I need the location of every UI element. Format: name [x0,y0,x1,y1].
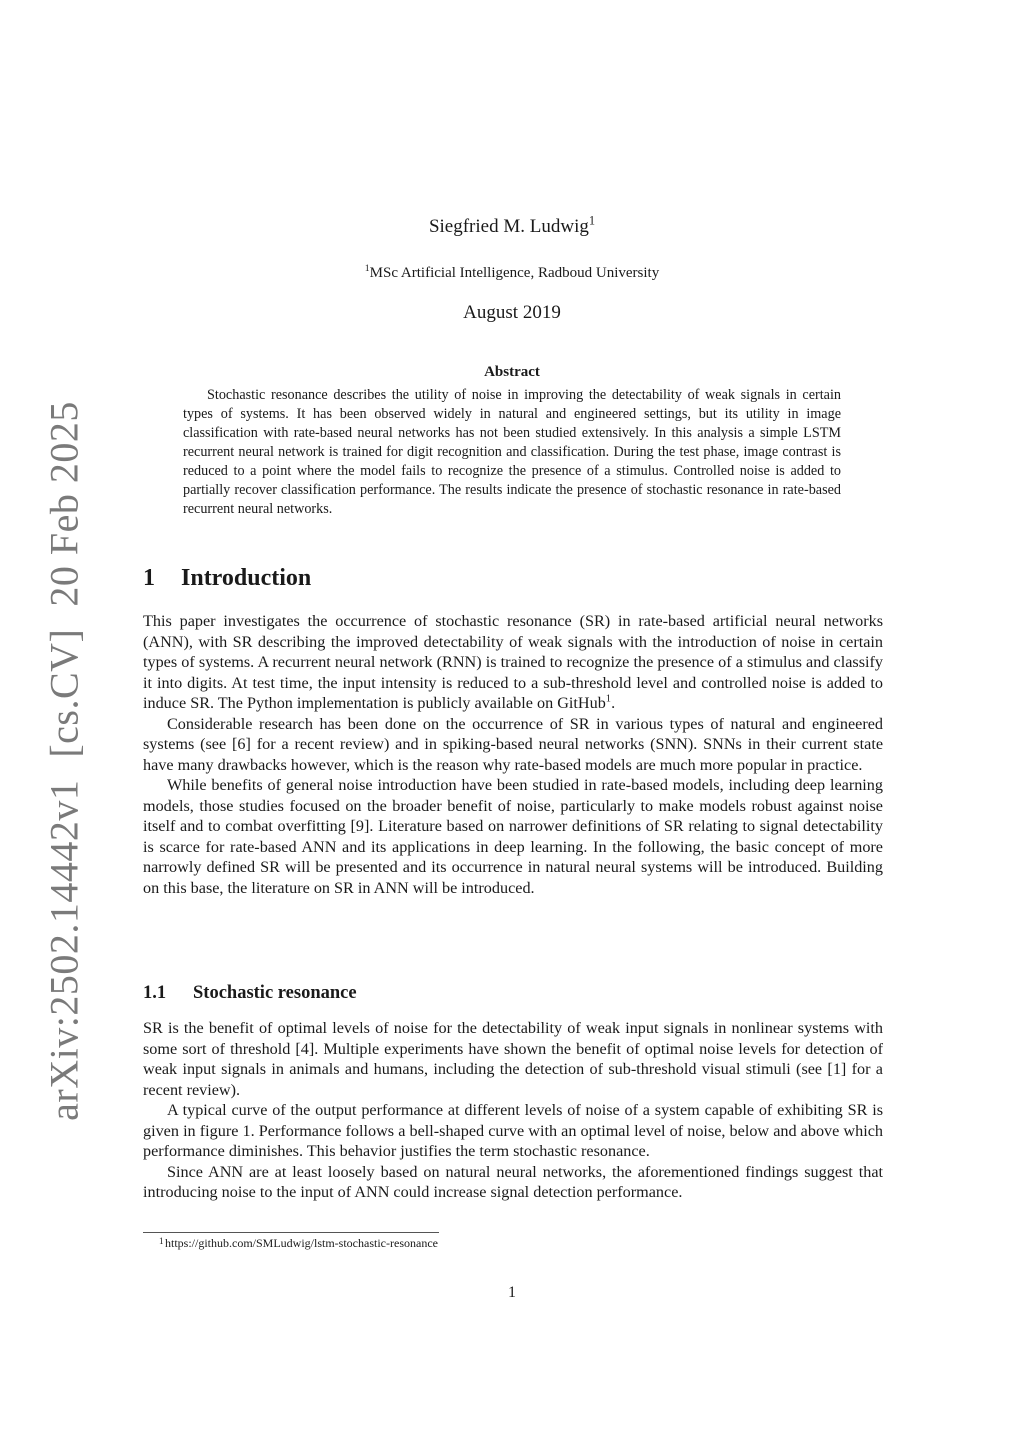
page-number: 1 [508,1284,516,1301]
arxiv-date: 20 Feb 2025 [41,401,87,607]
abstract-text: Stochastic resonance describes the utility of noise in improving the detectability of weak signals in certain types of systems. It has been observed widely in natural and engineered settings, but its utility in image classification with rate-based neural networks has not been studied extensively. In this analysis a simple LSTM recurrent neural network is trained for digit recognition and classification. During the test phase, image contrast is reduced to a point where the model fails to recognize the presence of a stimulus. Controlled noise is added to partially recover classification performance. The results indicate the presence of stochastic resonance in rate-based recurrent neural networks. [183,387,841,517]
arxiv-category: [cs.CV] [41,628,87,758]
footnote-url[interactable]: https://github.com/SMLudwig/lstm-stochastic-resonance [165,1236,438,1250]
subsection-title: Stochastic resonance [193,983,357,1003]
stochastic-resonance-body [143,1018,883,1203]
paragraph-end: . [611,694,616,712]
paragraph [143,611,883,714]
paragraph: Since ANN are at least loosely based on natural neural networks, the aforementioned findings suggest that introducing noise to the input of ANN could increase signal detection performance. [143,1162,883,1201]
introduction-body [143,611,883,898]
abstract-title: Abstract [484,364,540,380]
footnote-ref[interactable]: 1 [605,693,612,705]
author-affiliation-mark: 1 [588,213,596,228]
paragraph: A typical curve of the output performance at different levels of noise of a system capable of exhibiting SR is given in figure 1. Performance follows a bell-shaped curve with an optimal level of noise, below and above which performance diminishes. This behavior justifies the term stochastic resonance. [143,1101,883,1160]
section-title: Introduction [181,565,312,591]
footnote: 1 https://github.com/SMLudwig/lstm-stochastic-resonance [159,1236,438,1250]
arxiv-id[interactable]: arXiv:2502.14442v1 [41,779,87,1121]
affiliation: MSc Artificial Intelligence, Radboud University [369,265,660,281]
paragraph: SR is the benefit of optimal levels of noise for the detectability of weak input signals in nonlinear systems with some sort of threshold [4]. Multiple experiments have shown the benefit of optimal noise levels for detection of weak input signals in animals and humans, including the detection of sub-threshold visual stimuli (see [1] for a recent review). [143,1019,883,1099]
paragraph: While benefits of general noise introduction have been studied in rate-based models, including deep learning models, those studies focused on the broader benefit of noise, particularly to make models robust against noise itself and to combat overfitting [9]. Literature based on narrower definitions of SR relating to signal detectability is scarce for rate-based ANN and its applications in deep learning. In the following, the basic concept of more narrowly defined SR will be presented and its occurrence in natural neural systems will be introduced. Building on this base, the literature on SR in ANN will be introduced. [143,776,883,897]
subsection-number: 1.1 [143,983,167,1003]
paragraph: Considerable research has been done on the occurrence of SR in various types of natural and engineered systems (see [6] for a recent review) and in spiking-based neural networks (SNN). SNNs in their current state have many drawbacks however, which is the reason why rate-based models are much more popular in practice. [143,714,883,774]
author-name: Siegfried M. Ludwig [428,216,589,237]
paper-date: August 2019 [463,302,561,323]
affiliation-mark: 1 [364,263,370,274]
paragraph-text: This paper investigates the occurrence of stochastic resonance (SR) in rate-based artificial neural networks (ANN), with SR describing the improved detectability of weak signals with the introduction of noise in certain types of systems. A recurrent neural network (RNN) is trained to recognize the presence of a stimulus and classify it into digits. At test time, the input intensity is reduced to a sub-threshold level and controlled noise is added to induce SR. The Python implementation is publicly available on GitHub [143,612,883,712]
footnote-divider [143,1232,439,1233]
section-heading-introduction [143,565,311,592]
author-line [0,213,1024,238]
affiliation-line [0,265,1024,282]
subsection-heading-stochastic-resonance [143,983,357,1004]
section-number: 1 [143,565,155,591]
